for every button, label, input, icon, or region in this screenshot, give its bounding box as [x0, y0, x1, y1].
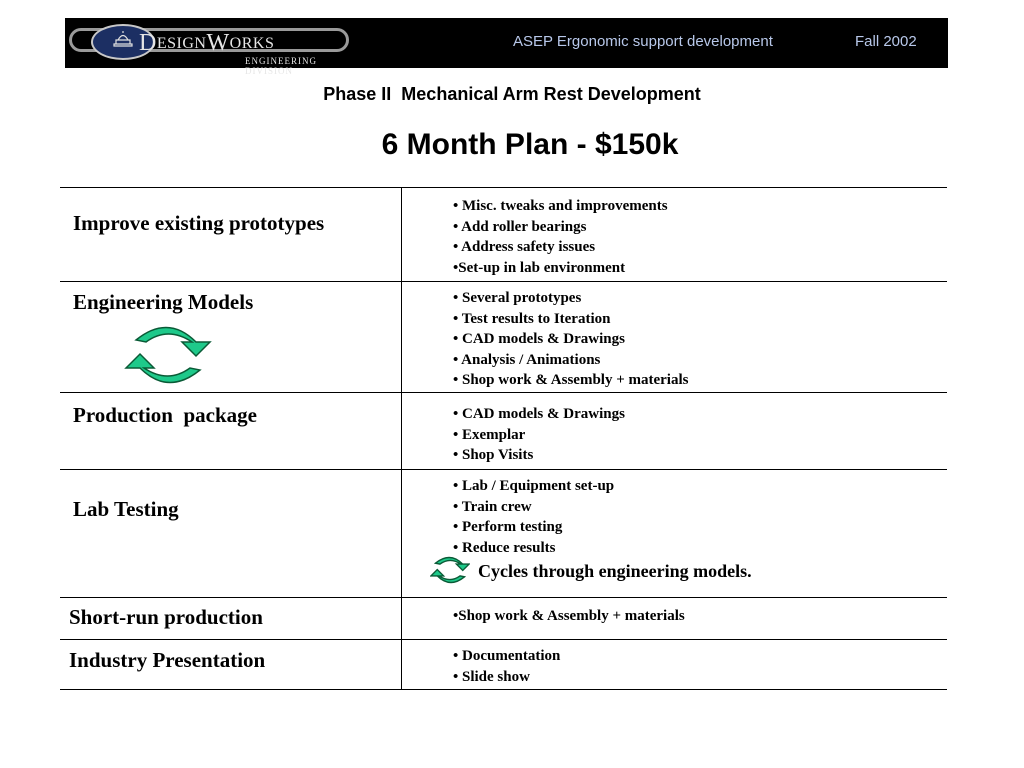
table-rule: [60, 392, 947, 393]
list-item: • Lab / Equipment set-up: [453, 478, 615, 494]
task-items-engineering-models: [453, 288, 688, 391]
list-item: • CAD models & Drawings: [453, 406, 625, 422]
task-items-production-package: [453, 404, 625, 466]
table-column-divider: [401, 187, 402, 689]
table-rule: [60, 469, 947, 470]
list-item: • Add roller bearings: [453, 218, 587, 235]
task-items-improve-prototypes: [453, 196, 668, 278]
table-rule: [60, 187, 947, 188]
list-item: • Analysis / Animations: [453, 351, 601, 368]
list-item: • Shop work & Assembly + materials: [453, 372, 689, 388]
logo-subtitle: ENGINEERING DIVISION: [245, 56, 317, 76]
header-banner: [65, 18, 948, 76]
task-short-run-production: Short-run production: [69, 605, 263, 629]
table-rule: [60, 689, 947, 690]
task-engineering-models: Engineering Models: [73, 290, 254, 314]
task-items-short-run-production: [453, 606, 685, 627]
table-rule: [60, 281, 947, 282]
capitol-dome-icon: [111, 30, 135, 48]
table-rule: [60, 597, 947, 598]
plan-title: 6 Month Plan - $150k: [381, 128, 679, 161]
task-production-package: Production package: [73, 403, 257, 427]
task-industry-presentation: Industry Presentation: [69, 648, 266, 672]
task-lab-testing: Lab Testing: [73, 497, 179, 521]
list-item: • CAD models & Drawings: [453, 331, 625, 347]
cycle-note: Cycles through engineering models.: [478, 561, 752, 581]
table-rule: [60, 639, 947, 640]
presentation-date: Fall 2002: [855, 33, 917, 50]
list-item: • Shop Visits: [453, 447, 534, 463]
task-improve-prototypes: Improve existing prototypes: [73, 211, 325, 235]
list-item: • Train crew: [453, 498, 532, 515]
list-item: • Slide show: [453, 668, 530, 685]
list-item: • Perform testing: [453, 519, 563, 535]
presentation-title: ASEP Ergonomic support development: [513, 33, 773, 50]
list-item: • Misc. tweaks and improvements: [453, 198, 668, 214]
list-item: • Address safety issues: [453, 239, 596, 255]
cycle-arrows-icon: [430, 553, 470, 587]
list-item: • Reduce results: [453, 539, 556, 556]
designworks-logo: [69, 22, 351, 76]
list-item: • Exemplar: [453, 426, 526, 443]
list-item: • Several prototypes: [453, 290, 582, 306]
list-item: • Documentation: [453, 648, 561, 664]
list-item: •Set-up in lab environment: [453, 259, 626, 276]
list-item: • Test results to Iteration: [453, 310, 611, 327]
task-items-industry-presentation: [453, 646, 560, 687]
task-items-lab-testing: [453, 476, 614, 558]
cycle-arrows-icon: [124, 318, 212, 392]
list-item: •Shop work & Assembly + materials: [453, 608, 685, 624]
logo-wordmark: DESIGNWORKS: [139, 30, 275, 56]
phase-title: Phase II Mechanical Arm Rest Development: [323, 84, 701, 104]
